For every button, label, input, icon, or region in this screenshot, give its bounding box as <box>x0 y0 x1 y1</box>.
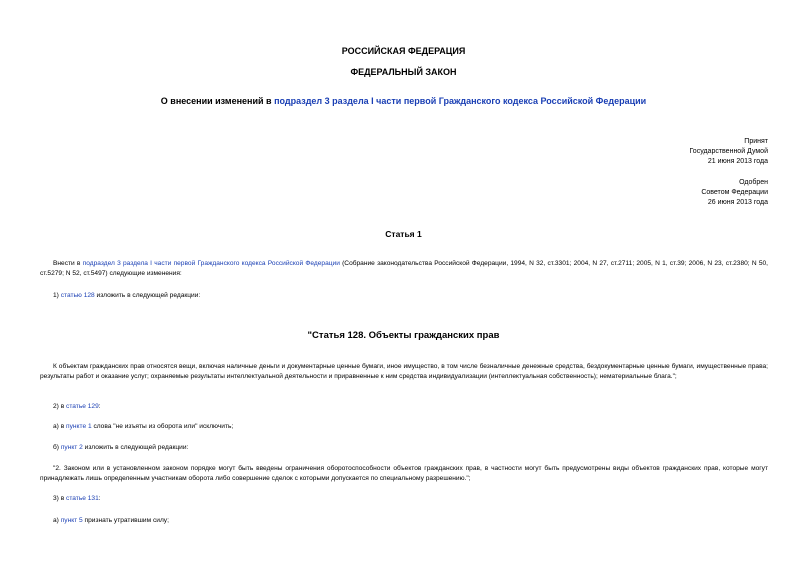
country-heading: РОССИЙСКАЯ ФЕДЕРАЦИЯ <box>341 46 466 56</box>
adopted-label: Принят <box>744 138 768 145</box>
item-3 <box>40 494 768 504</box>
item-1 <box>40 291 768 301</box>
item-2b-prefix: б) <box>53 444 61 451</box>
item-3a-link[interactable]: пункт 5 <box>60 517 83 524</box>
intro-paragraph <box>40 259 768 279</box>
adopted-block <box>689 137 768 167</box>
item-3a <box>40 516 768 526</box>
item-3-link[interactable]: статье 131 <box>66 495 99 502</box>
item-1-num: 1) <box>53 292 61 299</box>
item-2b-text: "2. Законом или в установленном законом порядке могут быть введены ограничения оборотоспособности объектов гражданских прав, в частности могут быть предусмотрены виды объектов гражданских прав, которые могут принадлежать лишь определенным участникам оборота либо совершение сделок с которыми допускается по специальному разрешению."; <box>40 465 768 482</box>
item-2b <box>40 443 768 453</box>
approved-label: Одобрен <box>739 179 768 186</box>
item-2-prefix: 2) в <box>53 403 67 410</box>
article-128-heading: "Статья 128. Объекты гражданских прав <box>307 330 500 341</box>
article-128-text: К объектам гражданских прав относятся вещи, включая наличные деньги и документарные ценные бумаги, иное имущество, в том числе безналичные денежные средства, бездокументарные ценные бумаги, имущественные права; результаты работ и оказание услуг; охраняемые результаты интеллектуальной деятельности и приравненные к ним средства индивидуализации (интеллектуальная собственность); нематериальные блага."; <box>40 363 768 380</box>
item-2b-link[interactable]: пункт 2 <box>60 444 83 451</box>
item-3a-suffix: признать утратившим силу; <box>82 517 169 524</box>
item-2-suffix: : <box>98 403 101 410</box>
item-1-link[interactable]: статью 128 <box>60 292 95 299</box>
item-2b-suffix: изложить в следующей редакции: <box>82 444 189 451</box>
law-title-link[interactable]: подраздел 3 раздела I части первой Гражданского кодекса Российской Федерации <box>274 96 647 106</box>
item-2-link[interactable]: статье 129 <box>66 403 99 410</box>
article-1-heading: Статья 1 <box>385 229 422 239</box>
law-type-heading: ФЕДЕРАЛЬНЫЙ ЗАКОН <box>350 67 457 77</box>
item-2a <box>40 422 768 432</box>
item-1-suffix: изложить в следующей редакции: <box>94 292 201 299</box>
approved-date: 26 июня 2013 года <box>707 199 768 206</box>
approved-body: Советом Федерации <box>701 189 768 196</box>
item-3-prefix: 3) в <box>53 495 67 502</box>
item-3a-prefix: а) <box>53 517 61 524</box>
adopted-date: 21 июня 2013 года <box>707 158 768 165</box>
law-title-prefix: О внесении изменений в <box>160 96 275 106</box>
intro-link[interactable]: подраздел 3 раздела I части первой Гражданского кодекса Российской Федерации <box>82 260 340 267</box>
item-2a-suffix: слова "не изъяты из оборота или" исключить; <box>91 423 234 430</box>
item-3-suffix: : <box>98 495 101 502</box>
intro-suffix: (Собрание законодательства Российской Федерации, 1994, N 32, ст.3301; 2004, N 27, ст.2711; 2005, N 1, ст.39; 2006, N 23, ст.2380; N 50, ст.5279; N 52, ст.5497) следующие изменения: <box>40 260 769 277</box>
approved-block <box>701 178 768 208</box>
law-title <box>0 96 807 106</box>
item-2a-prefix: а) в <box>53 423 67 430</box>
intro-prefix: Внести в <box>53 260 83 267</box>
item-2 <box>40 402 768 412</box>
item-2a-link[interactable]: пункте 1 <box>66 423 92 430</box>
adopted-body: Государственной Думой <box>689 148 768 155</box>
